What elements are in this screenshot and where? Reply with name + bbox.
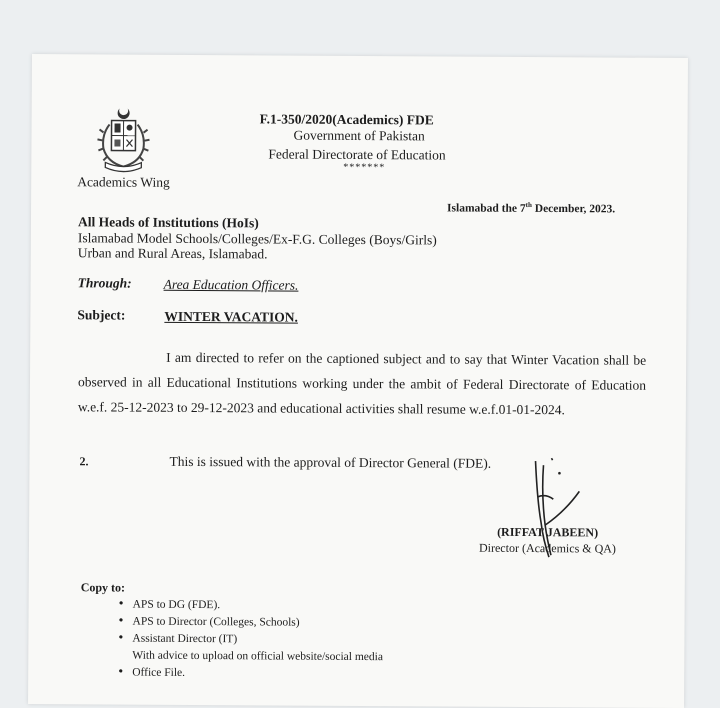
paragraph-1: I am directed to refer on the captioned subject and to say that Winter Vacation shall be observed in all Educational Institutions working under the ambit of Federal Directorate of Education w.e.f. 25-12-2023 to 29-12-2023 and educational activities shall resume w.e.f.01-01-2024. bbox=[78, 344, 646, 422]
letter-date: Islamabad the 7th December, 2023. bbox=[447, 201, 615, 216]
paragraph-2-number: 2. bbox=[79, 454, 88, 469]
subject-label: Subject: bbox=[77, 307, 125, 323]
government-name: Government of Pakistan bbox=[293, 128, 424, 145]
list-item: With advice to upload on official website/social media bbox=[118, 648, 383, 667]
addressee-line-2: Islamabad Model Schools/Colleges/Ex-F.G. Colleges (Boys/Girls) bbox=[78, 230, 437, 248]
list-item: • Office File. bbox=[118, 665, 383, 684]
copy-to-label: Copy to: bbox=[81, 580, 125, 595]
signatory-name: (RIFFAT JABEEN) bbox=[497, 525, 598, 541]
signatory-title: Director (Academics & QA) bbox=[479, 541, 616, 557]
subject-value: WINTER VACATION. bbox=[164, 309, 298, 326]
list-item: • APS to DG (FDE). bbox=[119, 597, 384, 616]
through-label: Through: bbox=[78, 275, 132, 291]
wing-name: Academics Wing bbox=[77, 174, 170, 191]
paragraph-2: This is issued with the approval of Director General (FDE). bbox=[169, 454, 491, 472]
addressee-title: All Heads of Institutions (HoIs) bbox=[78, 214, 259, 231]
copy-to-list bbox=[118, 597, 383, 684]
header-stars: ******* bbox=[343, 162, 385, 173]
government-emblem-icon bbox=[89, 102, 157, 174]
directorate-name: Federal Directorate of Education bbox=[268, 146, 445, 163]
reference-number: F.1-350/2020(Academics) FDE bbox=[260, 111, 434, 128]
letter-page bbox=[28, 54, 688, 708]
through-value: Area Education Officers. bbox=[164, 277, 299, 294]
addressee-line-3: Urban and Rural Areas, Islamabad. bbox=[78, 245, 268, 262]
list-item: • Assistant Director (IT) bbox=[118, 631, 383, 650]
list-item: • APS to Director (Colleges, Schools) bbox=[118, 614, 383, 633]
